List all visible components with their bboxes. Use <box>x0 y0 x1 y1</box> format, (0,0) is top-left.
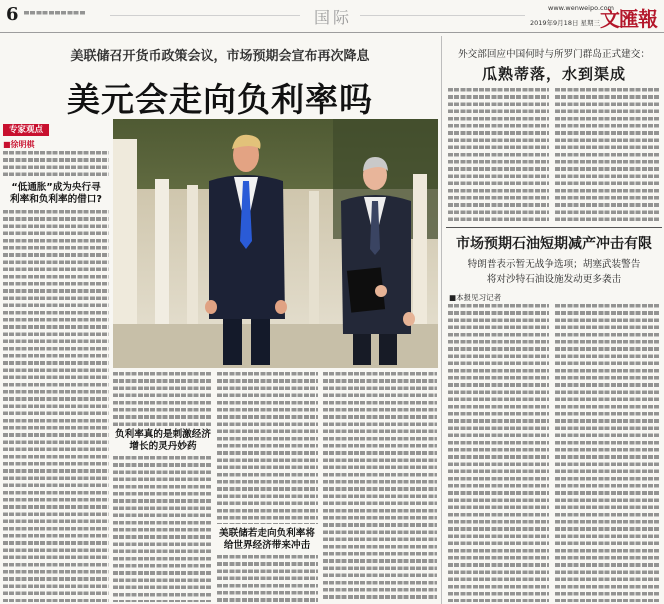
header-divider-right <box>360 15 525 16</box>
subhead-negative-rates-stimulus <box>110 429 216 453</box>
subhead-line: “低通胀”成为央行寻 <box>11 182 101 193</box>
issue-date: 2019年9月18日 星期三 <box>530 19 601 27</box>
subhead-line: 美联储若走向负利率将 <box>219 528 315 539</box>
subhead-line: 负利率真的是刺激经济 <box>115 429 211 440</box>
page-number: 6 <box>6 4 19 25</box>
header-rule <box>0 32 664 33</box>
body-text <box>323 372 437 602</box>
column <box>187 185 198 325</box>
deck-line: 将对沙特石油设施发动更多袭击 <box>486 274 622 285</box>
lead-kicker: 美联储召开货币政策会议，市场预期会宣布再次降息 <box>70 49 370 64</box>
body-text <box>448 304 549 602</box>
side-news-1-kicker: 外交部回应中国何时与所罗门群岛正式建交： <box>458 49 650 60</box>
lead-headline: 美元会走向负利率吗 <box>67 80 373 119</box>
article-divider <box>446 227 662 228</box>
column <box>413 174 427 334</box>
subhead-fed-impact <box>213 528 321 552</box>
author-byline: ■徐明棋 <box>3 140 35 149</box>
side-news-1-headline: 瓜熟蒂落，水到渠成 <box>481 65 626 83</box>
subhead-line: 利率和负利率的借口? <box>10 194 102 205</box>
header-editor-credits <box>24 11 86 17</box>
header-divider-left <box>110 15 300 16</box>
subhead-line: 给世界经济带来冲击 <box>223 540 311 551</box>
body-text <box>555 88 660 222</box>
body-text <box>448 88 549 222</box>
section-label: 国际 <box>314 8 353 27</box>
subhead-low-inflation <box>1 182 111 206</box>
photo-trump-powell <box>113 119 438 368</box>
side-news-2-byline: ■本报见习记者 <box>449 293 502 302</box>
body-text <box>217 555 318 602</box>
column-divider <box>441 36 442 604</box>
body-text <box>3 210 109 602</box>
body-text <box>113 372 212 426</box>
site-url: www.wenweipo.com <box>548 4 614 12</box>
body-text <box>217 372 318 524</box>
deck-line: 特朗普表示暂无战争选项；胡塞武装警告 <box>467 259 641 270</box>
side-news-2-headline: 市场预期石油短期减产冲击有限 <box>456 236 652 252</box>
side-news-2-deck <box>446 257 662 287</box>
body-text <box>3 151 109 179</box>
body-text <box>113 456 212 602</box>
column <box>309 191 319 326</box>
column-tag: 专家观点 <box>3 124 49 136</box>
column <box>155 179 169 329</box>
masthead-logo: 文匯報 <box>600 7 657 31</box>
body-text <box>555 304 660 602</box>
subhead-line: 增长的灵丹妙药 <box>129 441 197 452</box>
